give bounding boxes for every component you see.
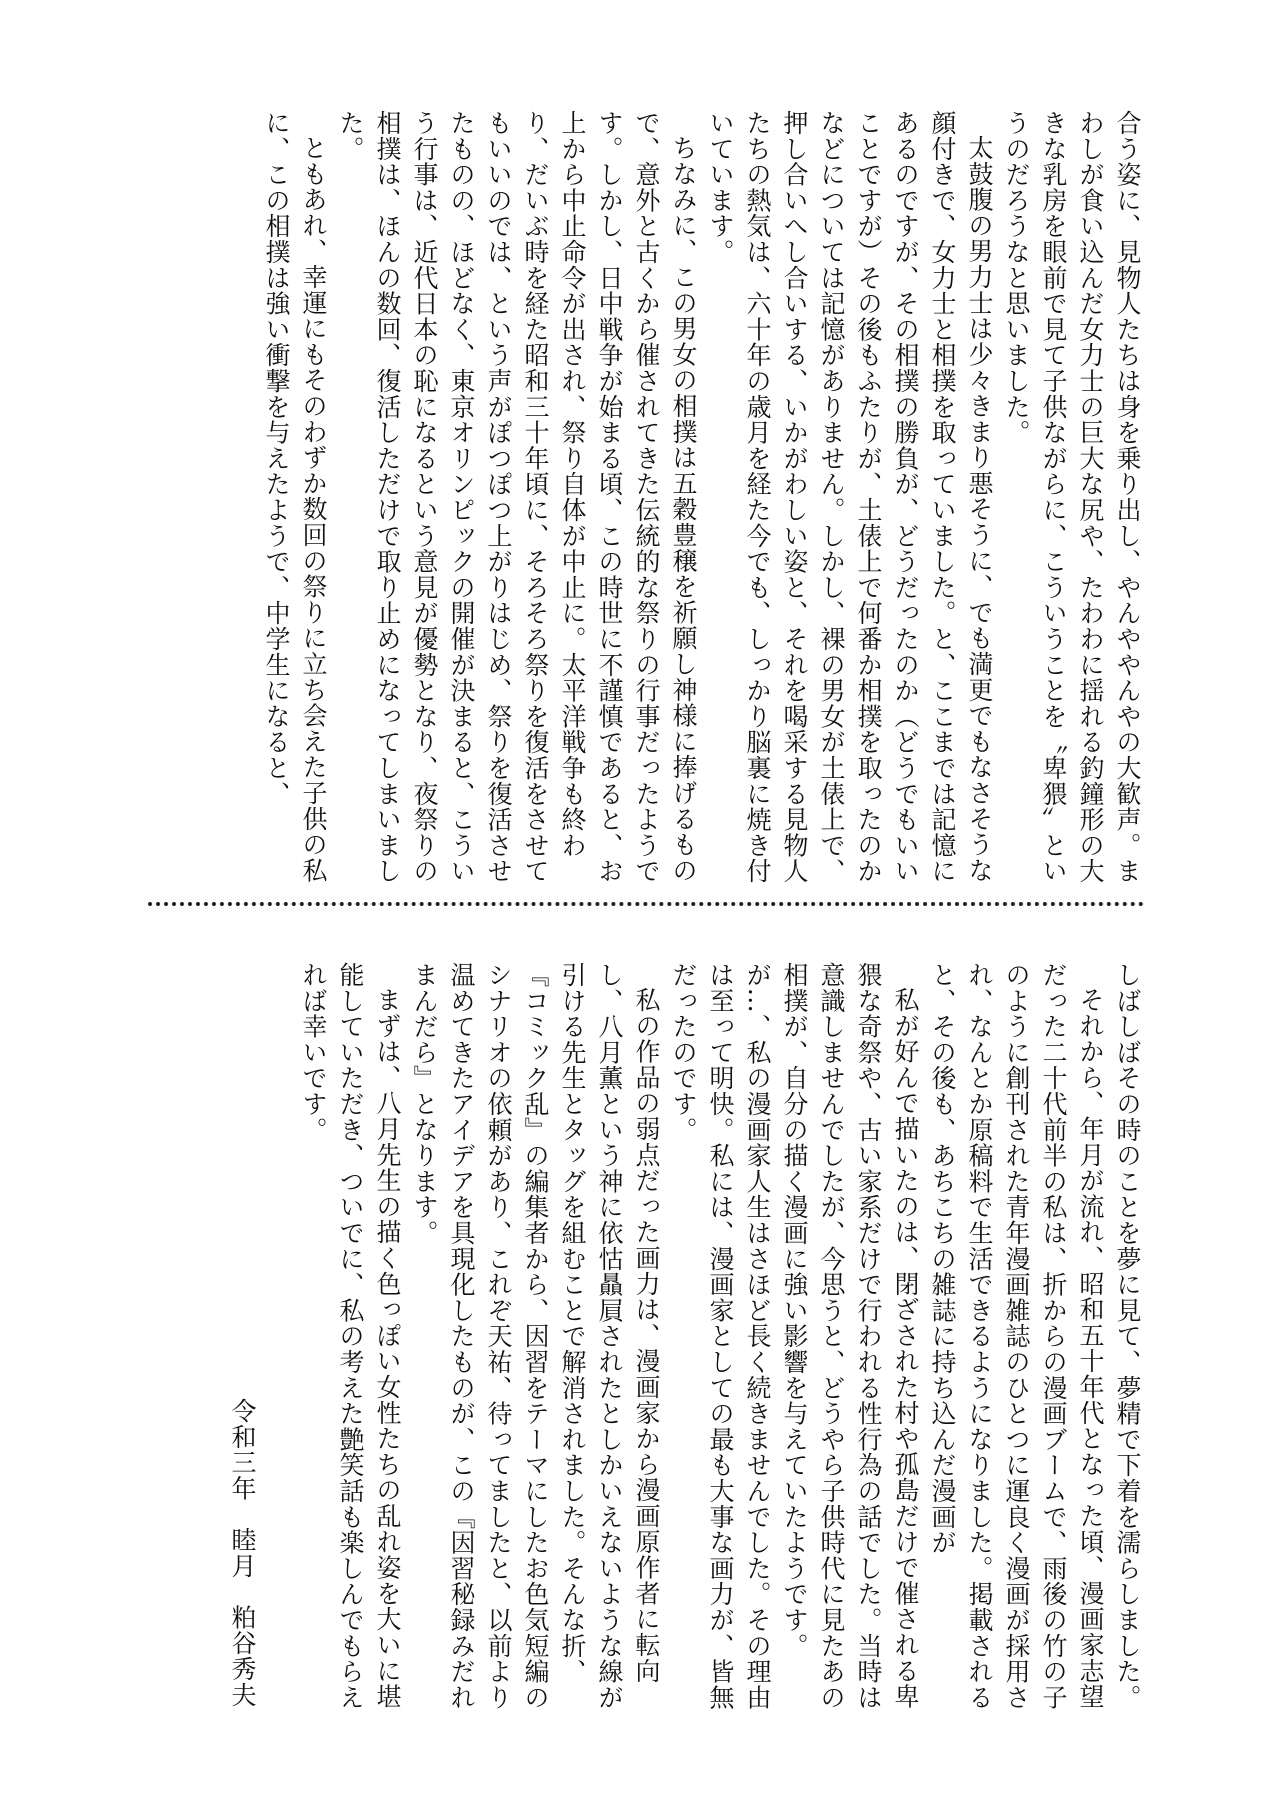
dotted-section-divider xyxy=(148,902,1144,906)
author-signature: 令和三年 睦月 粕谷秀夫 xyxy=(228,1398,257,1708)
paragraph: 私が好んで描いたのは、閉ざされた村や孤島だけで催される卑猥な奇祭や、古い家系だけで行われる性行為の話でした。当時は意識しませんでしたが、今思うと、どうやら子供時代に見たあの相撲が、自分の描く漫画に強い影響を与えていたようです。が…、私の漫画家人生はさほど長く続きませんでした。その理由は至って明快。私には、漫画家としての最も大事な画力が、皆無だったのです。 xyxy=(669,962,920,1711)
paragraph: 合う姿に、見物人たちは身を乗り出し、やんややんやの大歓声。まわしが食い込んだ女力士の巨大な尻や、たわわに揺れる釣鐘形の大きな乳房を眼前で見て子供ながらに、こういうことを〝卑猥〟というのだろうなと思いました。 xyxy=(1002,110,1142,884)
lower-text-section xyxy=(140,962,1146,1722)
paragraph: しばしばその時のことを夢に見て、夢精で下着を濡らしました。 xyxy=(1113,962,1142,1711)
paragraph: ともあれ、幸運にもそのわずか数回の祭りに立ち会えた子供の私に、この相撲は強い衝撃を与えたようで、中学生になると、 xyxy=(262,110,328,884)
paragraph: ちなみに、この男女の相撲は五穀豊穣を祈願し神様に捧げるもので、意外と古くから催されてきた伝統的な祭りの行事だったようです。しかし、日中戦争が始まる頃、この時世に不謹慎であると、お上から中止命令が出され、祭り自体が中止に。太平洋戦争も終わり、だいぶ時を経た昭和三十年頃に、そろそろ祭りを復活をさせてもいいのでは、という声がぽつぽつ上がりはじめ、祭りを復活させたものの、ほどなく、東京オリンピックの開催が決まると、こういう行事は、近代日本の恥になるという意見が優勢となり、夜祭りの相撲は、ほんの数回、復活しただけで取り止めになってしまいました。 xyxy=(336,110,698,884)
paragraph: まずは、八月先生の描く色っぽい女性たちの乱れ姿を大いに堪能していただき、ついでに、私の考えた艶笑話も楽しんでもらえれば幸いです。 xyxy=(299,962,402,1711)
paragraph: 私の作品の弱点だった画力は、漫画家から漫画原作者に転向し、八月薫という神に依怙贔屓されたとしかいえないような線が引ける先生とタッグを組むことで解消されました。そんな折、『コミック乱』の編集者から、因習をテーマにしたお色気短編のシナリオの依頼があり、これぞ天祐、待ってましたと、以前より温めてきたアイデアを具現化したものが、この『因習秘録みだれまんだら』となります。 xyxy=(410,962,661,1711)
paragraph: それから、年月が流れ、昭和五十年代となった頃、漫画家志望だった二十代前半の私は、折からの漫画ブームで、雨後の竹の子のように創刊された青年漫画雑誌のひとつに運良く漫画が採用され、なんとか原稿料で生活できるようになりました。掲載されると、その後も、あちこちの雑誌に持ち込んだ漫画が xyxy=(928,962,1105,1711)
upper-text-section xyxy=(118,110,1146,890)
paragraph: 太鼓腹の男力士は少々きまり悪そうに、でも満更でもなさそうな顔付きで、女力士と相撲を取っていました。と、ここまでは記憶にあるのですが、その相撲の勝負が、どうだったのか（どうでもいいことですが）その後もふたりが、土俵上で何番か相撲を取ったのかなどについては記憶がありません。しかし、裸の男女が土俵上で、押し合いへし合いする、いかがわしい姿と、それを喝采する見物人たちの熱気は、六十年の歳月を経た今でも、しっかり脳裏に焼き付いています。 xyxy=(706,110,994,884)
